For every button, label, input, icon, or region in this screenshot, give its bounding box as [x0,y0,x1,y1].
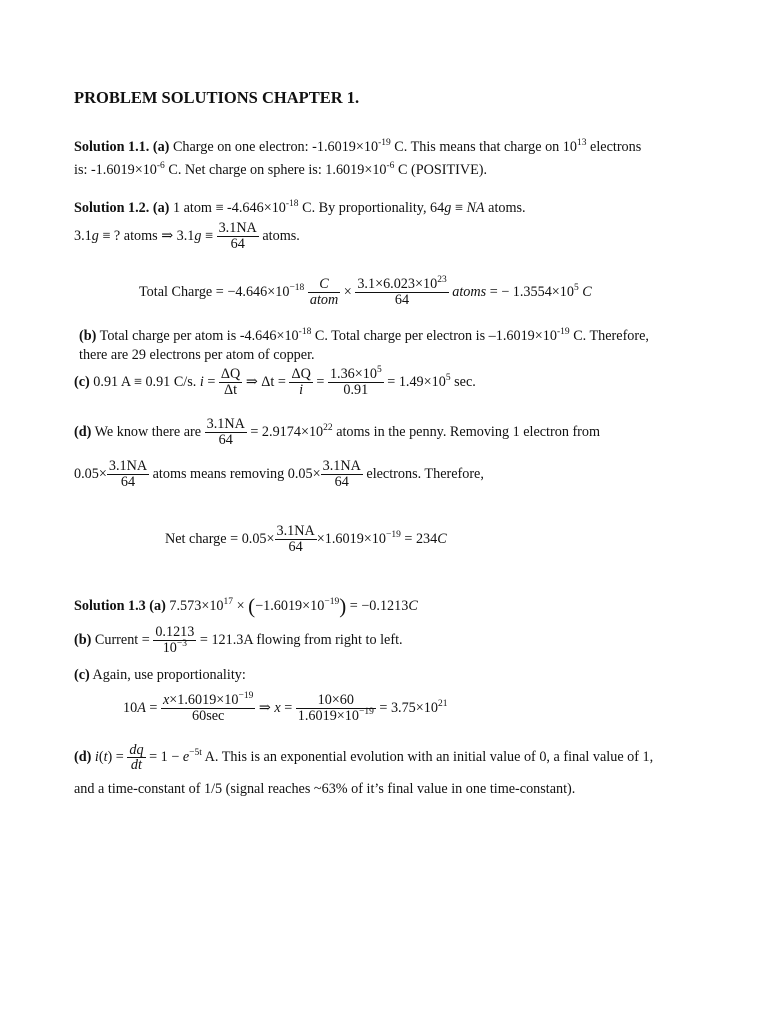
fraction: $\frac{\Delta Q}{i}$ [291,366,311,398]
text: C. Net charge on sphere is: 1.6019×10 [164,162,387,178]
exponent: -19 [378,138,391,148]
text: is: -1.6019×10 [74,162,157,178]
part-label: (d) [74,423,92,440]
text: C. By proportionality, 64 [298,200,445,216]
fraction: $\frac{3.1NA}{64}$ [322,458,361,490]
part-label: (a) [152,200,170,216]
solution-1-3-c: (c) Again, use proportionality: [74,667,246,683]
solution-1-3-a: Solution 1.3 (a) $7.573\times 10^{17} \times (-1.6019\times 10^{-19}) = -0.1213C$ [74,594,418,618]
solution-1-1-line-2 [74,162,487,179]
text: C. This means that charge on 10 [390,139,577,155]
fraction: $\frac{\Delta Q}{\Delta t}$ [220,366,241,398]
fraction: $\frac{1.36\times 10^5}{0.91}$ [329,365,382,398]
equation-atoms-in-3-1g: 3.1g ≡ ? atoms ⇒ 3.1g ≡ $\frac{3.1NA}{64}$ atoms. [74,220,300,252]
part-label: (c) [74,667,90,683]
fraction: $\frac{3.1NA}{64}$ [276,523,315,555]
fraction: $\frac{3.1NA}{64}$ [218,220,257,252]
text: electrons [586,139,642,155]
solution-heading: Solution 1.3 [74,598,146,614]
text: Charge on one electron: -1.6019×10 [172,139,379,155]
exponent: -18 [285,199,299,209]
solution-1-2-c: (c) 0.91 A ≡ 0.91 C/s. i = $\frac{\Delta Q}{\Delta t}$ ⇒ Δt = $\frac{\Delta Q}{i}$ = $\frac{1.36\times 10^5}{0.91}$ = $1.49\times 10^5$ sec. [74,365,476,398]
part-label: (c) [74,373,90,390]
equation-net-charge: Net charge = 0.05× $\frac{3.1NA}{64}$ $\times 1.6019\times 10^{-19} = 234C$ [165,523,447,555]
part-label: (b) [79,328,97,344]
solution-1-3-b: (b) Current = $\frac{0.1213}{10^{-3}}$ = 121.3A flowing from right to left. [74,624,403,656]
fraction: $\frac{dq}{dt}$ [129,742,144,773]
part-label: (b) [74,631,92,648]
solution-1-2-b-line-2: there are 29 electrons per atom of copper. [79,347,315,363]
fraction: $\frac{3.1NA}{64}$ [108,458,148,490]
text: 1 atom ≡ -4.646×10 [172,200,286,216]
solution-1-2-b-line-1: (b) Total charge per atom is $-4.646\times 10^{-18}$ C. Total charge per electron is $-1.6019\times 10^{-19}$ C. Therefore, [79,327,649,344]
solution-1-2-line-1: Solution 1.2. (a) 1 atom ≡ $-4.646\times 10^{-18}$ C. By proportionality, 64g ≡ NA atoms. [74,199,526,216]
exponent: -6 [156,161,165,171]
solution-1-1-line-1 [74,139,641,156]
fraction: $\frac{C}{\text{atom}}$ [309,276,339,308]
part-label: (d) [74,748,92,765]
solution-1-3-d-line-2: and a time-constant of 1/5 (signal reaches ~63% of it’s final value in one time-constant). [74,781,576,797]
solution-1-2-d-line-1: (d) We know there are $\frac{3.1NA}{64}$ = $2.9174\times 10^{22}$ atoms in the penny. Removing 1 electron from [74,416,601,448]
fraction: $\frac{0.1213}{10^{-3}}$ [155,624,195,656]
solution-1-2-d-line-2: 0.05× $\frac{3.1NA}{64}$ atoms means removing 0.05× $\frac{3.1NA}{64}$ electrons. Therefore, [74,458,484,490]
page-title: PROBLEM SOLUTIONS CHAPTER 1. [74,88,360,107]
exponent: 13 [577,138,587,148]
equation-total-charge: Total Charge = $-4.646\times 10^{-18}$ $\frac{C}{\text{atom}}$ × $\frac{3.1\times 6.023\times 10^{23}}{64}$ atoms = − $1.3554\times 10^5$ C [139,275,592,308]
part-label: (a) [152,139,170,155]
solution-1-3-d-line-1: (d) i(t) = $\frac{dq}{dt}$ = $1 - e^{-5t}$ A. This is an exponential evolution with an initial value of 0, a final value of 1, [74,742,654,773]
solution-heading: Solution 1.1. [74,139,150,155]
text: C (POSITIVE). [394,162,488,178]
fraction: $\frac{x\times 1.6019\times 10^{-19}}{60\sec}$ [162,691,254,724]
equation-proportionality: 10A = $\frac{x\times 1.6019\times 10^{-19}}{60\sec}$ ⇒ x = $\frac{10\times 60}{1.6019\times 10^{-19}}$ = $3.75\times 10^{21}$ [123,691,448,724]
solution-heading: Solution 1.2. [74,200,150,216]
text: atoms. [484,200,526,216]
fraction: $\frac{3.1\times 6.023\times 10^{23}}{64}$ [357,275,447,308]
text: ≡ [451,200,467,216]
fraction: $\frac{10\times 60}{1.6019\times 10^{-19}}$ [297,692,374,724]
exponent: -6 [386,161,395,171]
part-label: (a) [149,598,166,614]
fraction: $\frac{3.1NA}{64}$ [206,416,245,448]
